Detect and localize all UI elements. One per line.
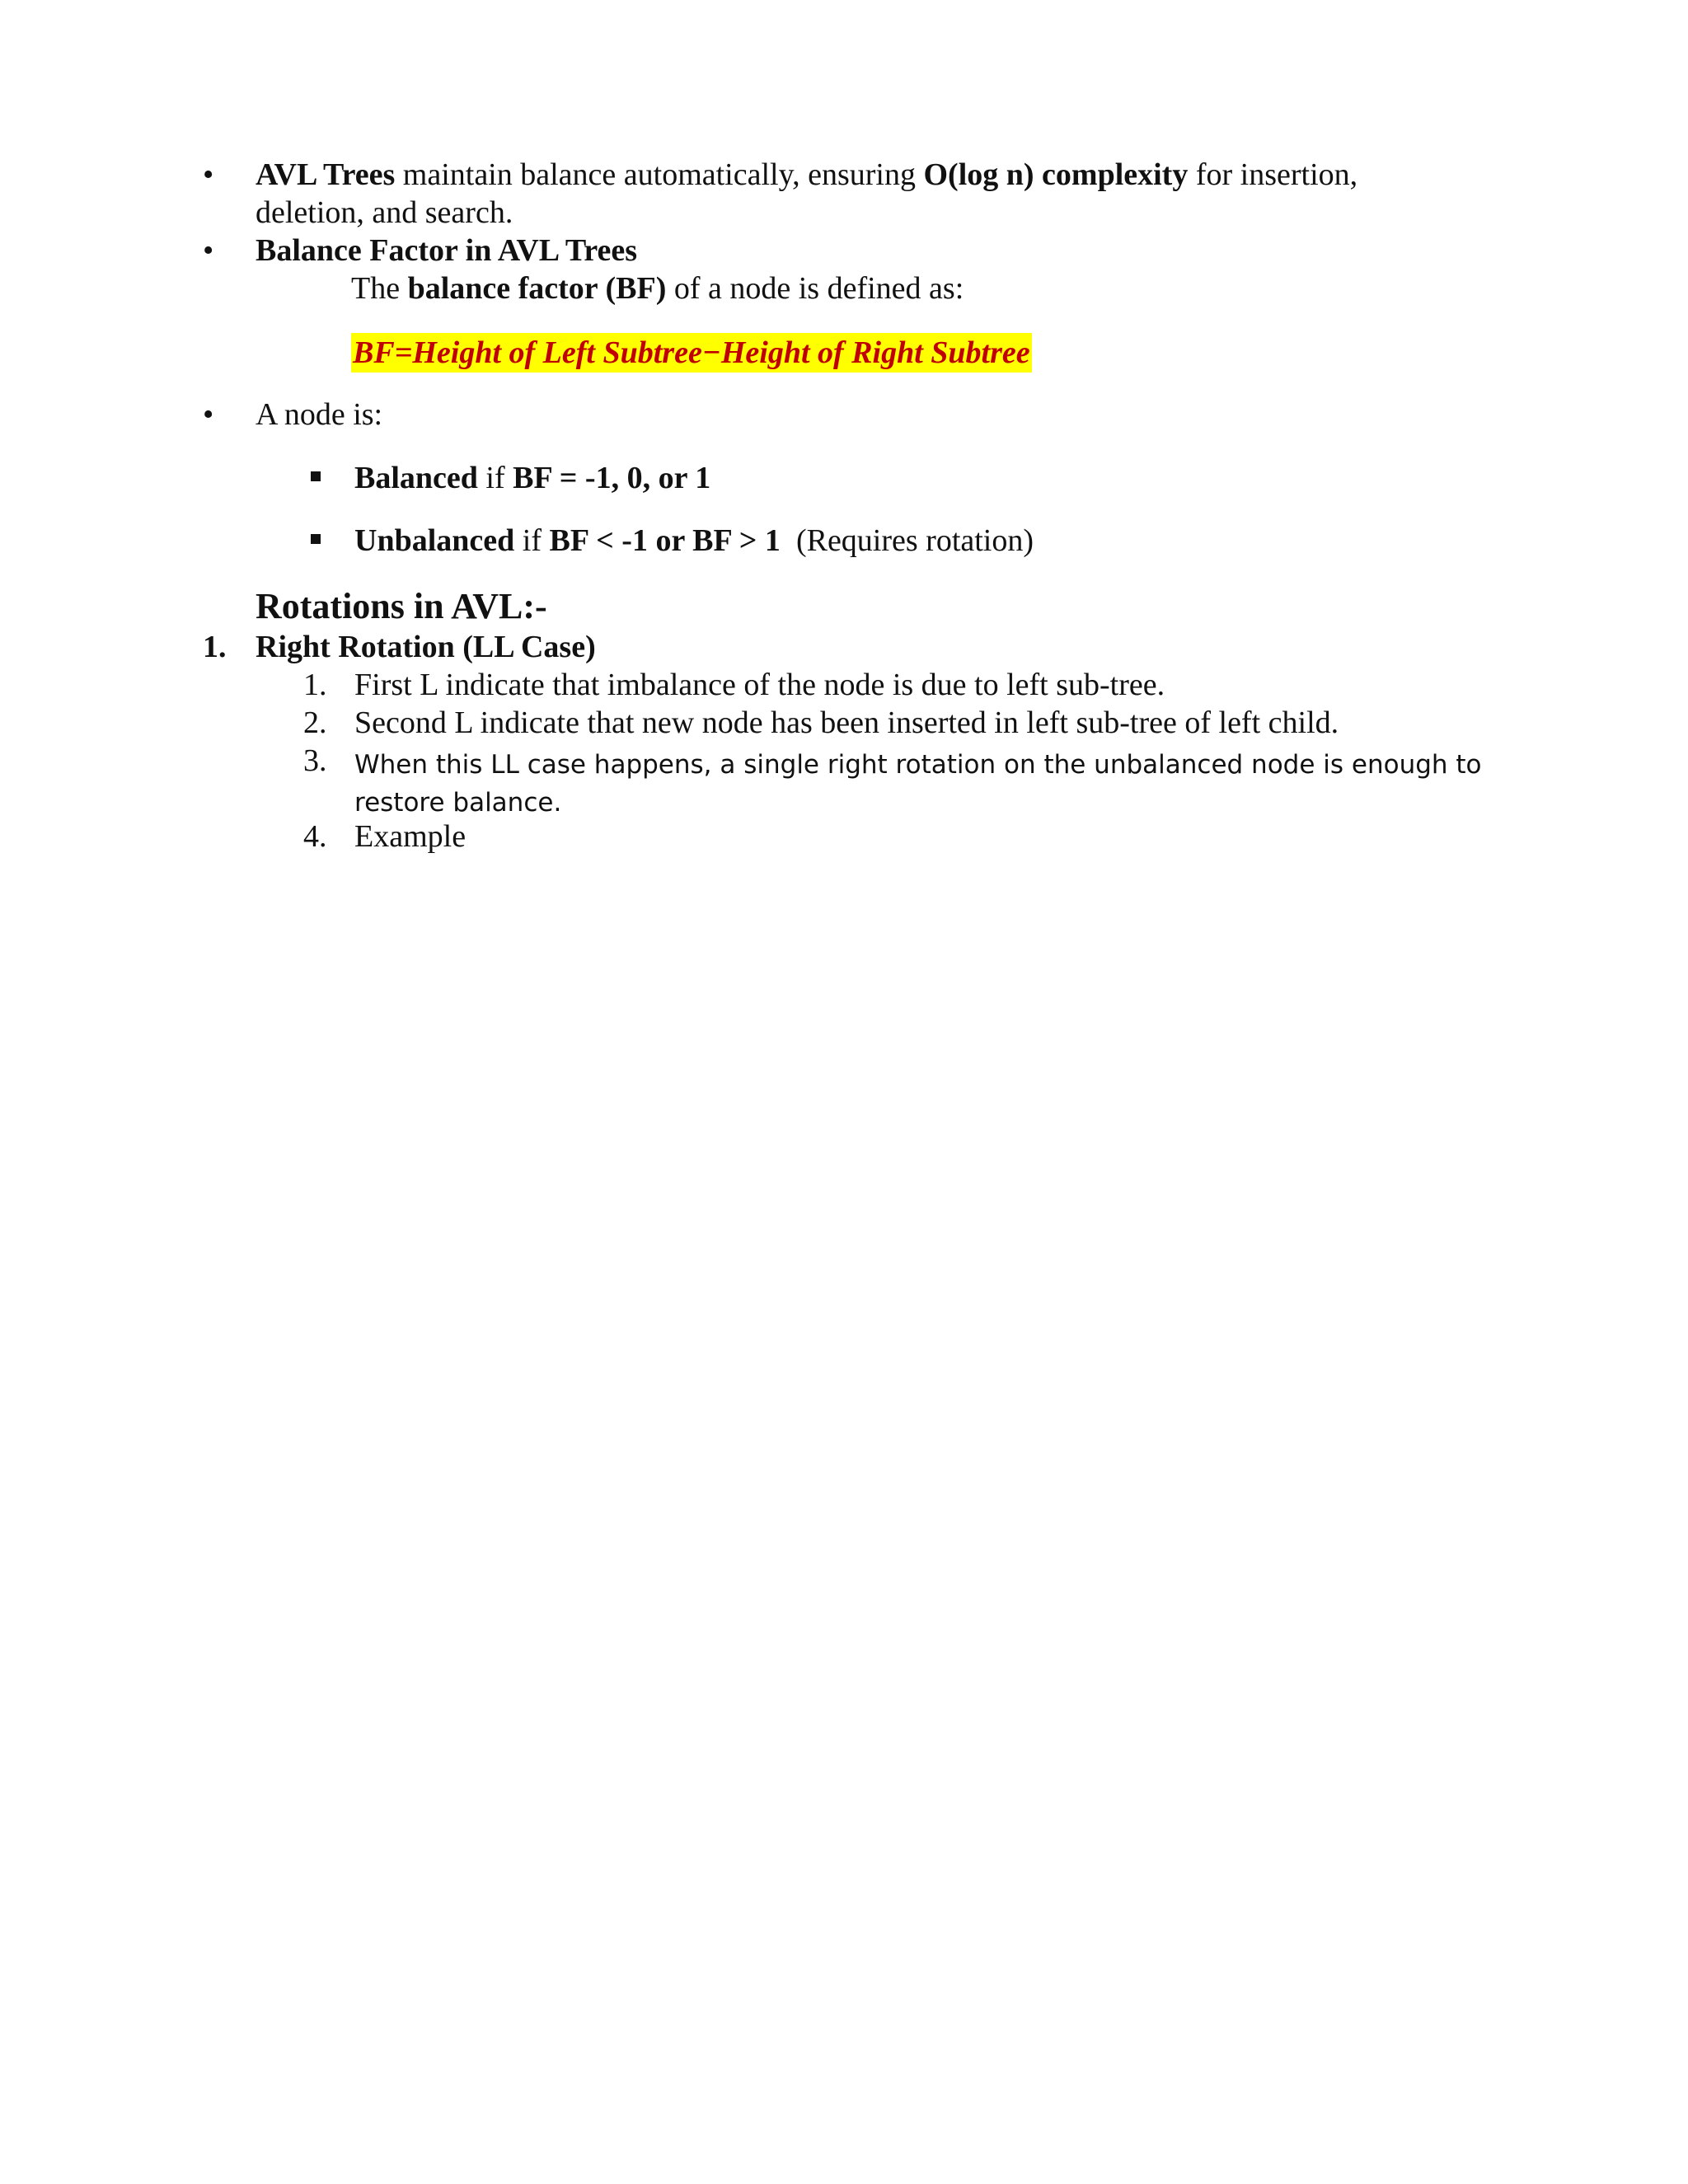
balance-factor-title: Balance Factor in AVL Trees [256,233,638,268]
sub-list-number: 1. [303,668,327,702]
list-item: When this LL case happens, a single right rotation on the unbalanced node is enough to [354,750,1482,780]
bullet-marker: • [203,233,214,268]
sub-list-number: 2. [303,705,327,740]
list-number: 1. [203,630,227,664]
list-item-continuation: restore balance. [354,788,562,818]
balanced-condition: Balanced if BF = -1, 0, or 1 [354,461,711,495]
list-item: Second L indicate that new node has been inserted in left sub-tree of left child. [354,705,1339,740]
balance-factor-formula: BF=Height of Left Subtree−Height of Right Subtree [351,333,1032,373]
bullet-marker: • [203,157,214,192]
avl-trees-term: AVL Trees [256,157,396,192]
sub-list-number: 4. [303,819,327,854]
list-item: Example [354,819,467,854]
unbalanced-condition: Unbalanced if BF < -1 or BF > 1 (Requires rotation) [354,523,1034,558]
avl-intro-text: maintain balance automatically, ensuring [395,157,924,192]
right-rotation-title: Right Rotation (LL Case) [256,630,596,664]
balance-factor-term: balance factor (BF) [407,271,667,306]
square-bullet-marker [311,471,321,481]
sub-list-number: 3. [303,743,327,778]
bullet-marker: • [203,397,214,432]
avl-intro-line-1 [256,156,1357,194]
node-intro: A node is: [256,397,383,432]
complexity-term: O(log n) complexity [923,157,1189,192]
list-item: First L indicate that imbalance of the node is due to left sub-tree. [354,668,1165,702]
rotations-heading: Rotations in AVL:- [256,586,547,626]
balance-factor-definition: The balance factor (BF) of a node is defined as: [351,271,964,306]
avl-intro-text-end: for insertion, [1188,157,1358,192]
avl-intro-line-2: deletion, and search. [256,195,513,230]
square-bullet-marker [311,534,321,544]
